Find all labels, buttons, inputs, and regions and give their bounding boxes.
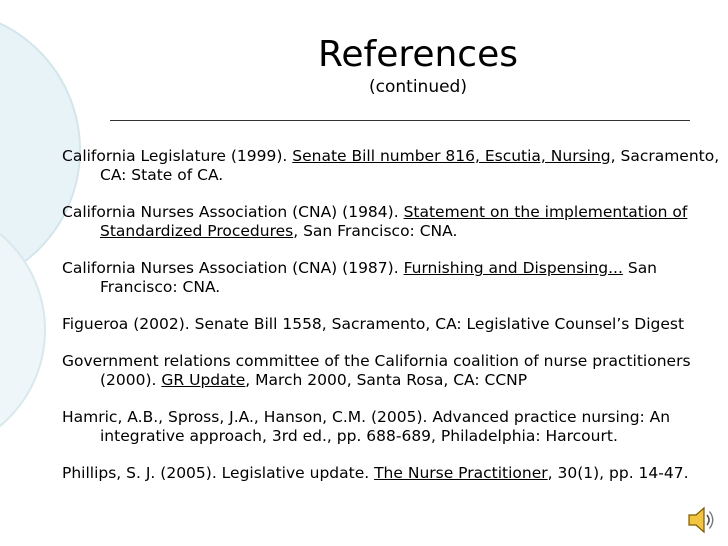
reference-link[interactable]: Senate Bill number 816, Escutia, Nursing bbox=[292, 147, 611, 165]
reference-text: Figueroa (2002). Senate Bill 1558, Sacramento, CA: Legislative Counsel’s Digest bbox=[62, 315, 685, 333]
reference-item bbox=[62, 352, 722, 390]
title-divider bbox=[110, 120, 690, 121]
reference-text: California Legislature (1999). bbox=[62, 147, 293, 165]
reference-text: Hamric, A.B., Spross, J.A., Hanson, C.M. (2005). Advanced practice nursing: An integrative approach, 3rd ed., pp. 688-689, Philadelphia: Harcourt. bbox=[62, 408, 671, 445]
reference-text: , March 2000, Santa Rosa, CA: CCNP bbox=[245, 371, 528, 389]
reference-text: , 30(1), pp. 14-47. bbox=[547, 464, 689, 482]
reference-item bbox=[62, 464, 722, 483]
reference-link[interactable]: Furnishing and Dispensing... bbox=[403, 259, 623, 277]
reference-item bbox=[62, 259, 722, 297]
reference-link[interactable]: The Nurse Practitioner bbox=[374, 464, 548, 482]
references-list bbox=[62, 147, 722, 501]
reference-item bbox=[62, 315, 722, 334]
reference-item bbox=[62, 408, 722, 446]
reference-text: California Nurses Association (CNA) (1984). bbox=[62, 203, 404, 221]
page-subtitle: (continued) bbox=[369, 77, 467, 98]
reference-text: Phillips, S. J. (2005). Legislative update. bbox=[62, 464, 375, 482]
reference-item bbox=[62, 147, 722, 185]
speaker-icon[interactable] bbox=[686, 504, 716, 536]
reference-text: , San Francisco: CNA. bbox=[293, 222, 458, 240]
title-block bbox=[100, 34, 688, 97]
reference-text: Government relations committee of the California coalition of nurse practitioners (2000). bbox=[62, 352, 691, 389]
reference-text: San Francisco: CNA. bbox=[100, 259, 658, 296]
reference-link[interactable]: GR Update bbox=[161, 371, 246, 389]
reference-link[interactable]: Statement on the implementation of Standardized Procedures bbox=[100, 203, 688, 240]
page-title: References bbox=[317, 34, 519, 75]
reference-text: California Nurses Association (CNA) (1987). bbox=[62, 259, 404, 277]
reference-item bbox=[62, 203, 722, 241]
reference-text: , Sacramento, CA: State of CA. bbox=[100, 147, 720, 184]
